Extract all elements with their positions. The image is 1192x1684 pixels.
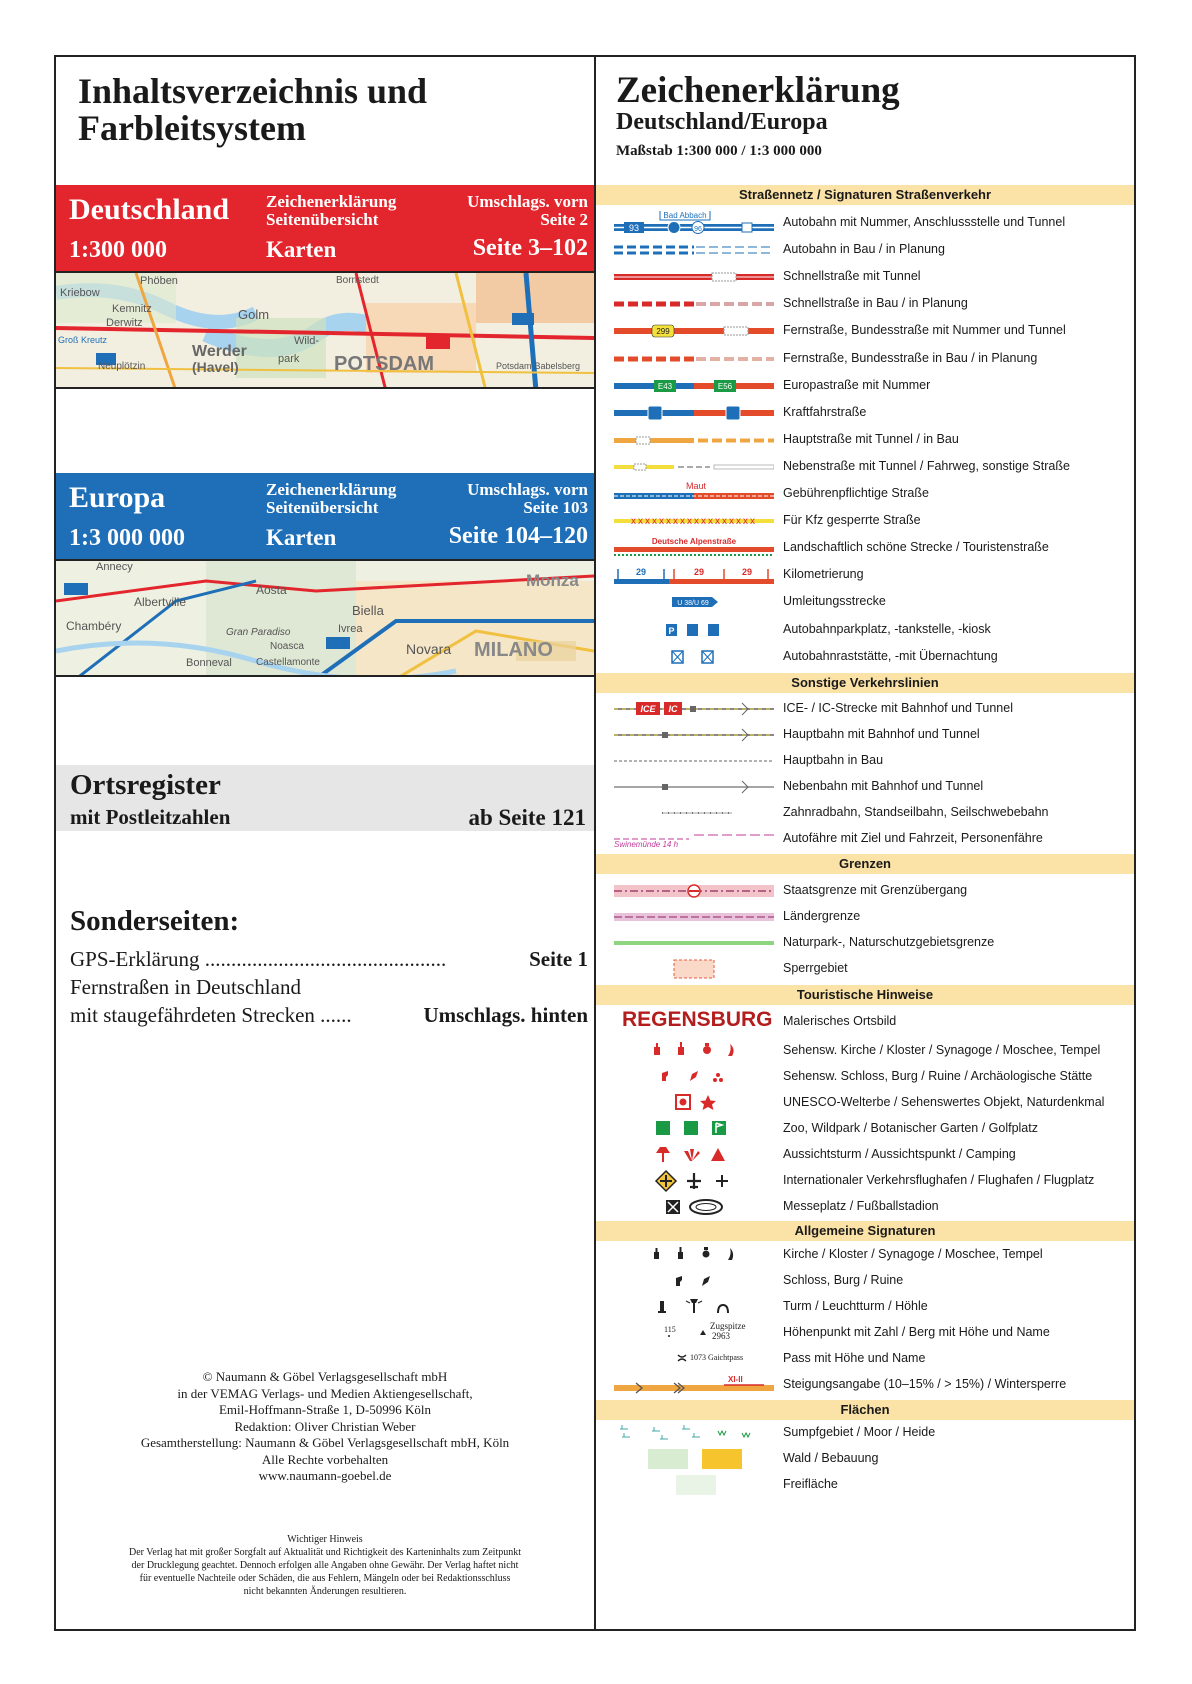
map2-label-5: Ivrea [338, 623, 363, 635]
hoehenpunkt-symbol [614, 1321, 774, 1345]
legend-label: Schnellstraße mit Tunnel [783, 269, 921, 283]
legend-row-hauptstrasse [596, 428, 1134, 452]
legend-row-kraftfahrstrasse [596, 401, 1134, 425]
naturpark-symbol [614, 931, 774, 955]
kilometrierung-symbol [614, 563, 774, 587]
ortsregister-title: Ortsregister [70, 769, 221, 801]
legend-label: UNESCO-Welterbe / Sehenswertes Objekt, Naturdenkmal [783, 1095, 1105, 1109]
legend-row-pass [596, 1347, 1134, 1371]
touristenstrasse-symbol [614, 536, 774, 560]
legend-row-aussicht [596, 1143, 1134, 1167]
fernstrasse-bau-symbol [614, 347, 774, 371]
europa-scale: 1:3 000 000 [69, 525, 185, 551]
legend-label: Schloss, Burg / Ruine [783, 1273, 904, 1287]
legend-row-nebenstrasse [596, 455, 1134, 479]
legend-row-sperrgebiet [596, 957, 1134, 981]
laendergrenze-symbol [614, 905, 774, 929]
europa-legend-ref [266, 481, 396, 517]
wald-symbol [614, 1447, 774, 1471]
legend-row-fernstrasse-bau [596, 347, 1134, 371]
contents-column [56, 57, 594, 1629]
legend-label: Fernstraße, Bundesstraße in Bau / in Planung [783, 351, 1038, 365]
z2963-label: 2963 [712, 1331, 730, 1341]
legend-row-gesperrt [596, 509, 1134, 533]
legend-label: Sehensw. Kirche / Kloster / Synagoge / Moschee, Tempel [783, 1043, 1101, 1057]
sehensw-kirche-icons [614, 1039, 774, 1063]
legend-row-schnellstrasse-bau [596, 292, 1134, 316]
legend-label: Fernstraße, Bundesstraße mit Nummer und Tunnel [783, 323, 1066, 337]
sonderseiten-fernstrassen-row [70, 975, 588, 1000]
nebenbahn-symbol [614, 775, 774, 799]
legend-title: Zeichenerklärung [616, 70, 900, 111]
map1-label-10: Neuplötzin [98, 361, 146, 372]
legend-row-sumpf [596, 1421, 1134, 1445]
flughafen-icons [614, 1169, 774, 1193]
legend-row-europastrasse [596, 374, 1134, 398]
sonderseiten-title: Sonderseiten: [70, 905, 240, 937]
ortsregister-page: ab Seite 121 [468, 805, 586, 830]
legend-label: Europastraße mit Nummer [783, 378, 931, 392]
europa-map-preview [56, 559, 594, 677]
schloss-icons [614, 1269, 774, 1293]
bad-abbach-label: Bad Abbach [663, 211, 707, 220]
e43-label: E43 [657, 382, 673, 391]
section-flaechen: Flächen [596, 1400, 1134, 1420]
ortsregister-subtitle: mit Postleitzahlen [70, 805, 231, 829]
legend-label: Aussichtsturm / Aussichtspunkt / Camping [783, 1147, 1016, 1161]
europa-c3-line2: Seite 103 [523, 498, 588, 517]
legend-label: Kraftfahrstraße [783, 405, 867, 419]
legend-row-ortsbild [596, 1010, 1134, 1034]
legend-row-sehensw-kirche [596, 1039, 1134, 1063]
legend-row-freiflaeche [596, 1473, 1134, 1497]
legend-row-nebenbahn [596, 775, 1134, 799]
legend-label: Turm / Leuchtturm / Höhle [783, 1299, 928, 1313]
map2-label-1: Albertville [134, 595, 187, 609]
hauptbahn-symbol [614, 723, 774, 747]
ortsregister-block[interactable] [56, 765, 594, 831]
deutschland-map-preview [56, 271, 594, 389]
legend-label: Landschaftlich schöne Strecke / Touristenstraße [783, 540, 1049, 554]
legend-row-sehensw-schloss [596, 1065, 1134, 1089]
legend-row-kilometrierung [596, 563, 1134, 587]
freiflaeche-symbol [614, 1473, 774, 1497]
legend-label: Gebührenpflichtige Straße [783, 486, 929, 500]
imprint-line: Emil-Hoffmann-Straße 1, D-50996 Köln [218, 1402, 432, 1417]
contents-title-line2: Farbleitsystem [78, 108, 306, 148]
legend-label: Hauptbahn in Bau [783, 753, 884, 767]
europastrasse-symbol [614, 374, 774, 398]
notice-line: nicht bekannten Änderungen resultieren. [243, 1586, 407, 1597]
map1-label-9: POTSDAM [334, 353, 434, 375]
map1-label-5: (Havel) [192, 359, 239, 375]
regensburg-sample: REGENSBURG [622, 1008, 773, 1031]
legend-scale: Maßstab 1:300 000 / 1:3 000 000 [616, 143, 822, 159]
legend-label: Malerisches Ortsbild [783, 1014, 897, 1028]
legend-row-autobahn-bau [596, 238, 1134, 262]
section-allgemeine-signaturen: Allgemeine Signaturen [596, 1221, 1134, 1241]
map2-label-11: Gran Paradiso [226, 627, 291, 638]
km2-label: 29 [693, 567, 705, 577]
legend-label: Nebenstraße mit Tunnel / Fahrweg, sonstige Straße [783, 459, 1070, 473]
section-grenzen: Grenzen [596, 854, 1134, 874]
legend-label: Messeplatz / Fußballstadion [783, 1199, 939, 1213]
map1-label-0: Kriebow [60, 287, 100, 299]
stau-page: Umschlags. hinten [423, 1003, 588, 1027]
important-notice [70, 1533, 580, 1598]
legend-label: ICE- / IC-Strecke mit Bahnhof und Tunnel [783, 701, 1013, 715]
legend-row-staatsgrenze [596, 879, 1134, 903]
sonderseiten-stau-row[interactable] [70, 1003, 588, 1028]
legend-label: Zahnradbahn, Standseilbahn, Seilschwebebahn [783, 805, 1049, 819]
legend-label: Sumpfgebiet / Moor / Heide [783, 1425, 936, 1439]
fernstrassen-label: Fernstraßen in Deutschland [70, 975, 301, 999]
imprint-line: © Naumann & Göbel Verlagsgesellschaft mbH [202, 1369, 448, 1384]
xi-label: XI-II [728, 1375, 743, 1384]
legend-label: Naturpark-, Naturschutzgebietsgrenze [783, 935, 995, 949]
nebenstrasse-symbol [614, 455, 774, 479]
deutschland-c3-line2: Seite 2 [540, 210, 588, 229]
notice-heading: Wichtiger Hinweis [287, 1534, 363, 1545]
map1-label-13: Potsdam-Babelsberg [496, 361, 581, 371]
legend-row-gebuehr [596, 482, 1134, 506]
deutschland-maps-label: Karten [266, 237, 337, 262]
legend-row-unesco [596, 1091, 1134, 1115]
legend-label: Autobahn mit Nummer, Anschlussstelle und Tunnel [783, 215, 1066, 229]
imprint-line: in der VEMAG Verlags- und Medien Aktiengesellschaft, [177, 1385, 473, 1401]
pass-symbol [614, 1347, 774, 1371]
europa-name: Europa [69, 481, 166, 514]
europa-maps-label: Karten [266, 525, 337, 550]
map1-label-1: Phöben [140, 275, 178, 287]
legend-row-hoehenpunkt [596, 1321, 1134, 1345]
legend-label: Autobahnraststätte, -mit Übernachtung [783, 649, 998, 663]
h115-label: 115 [664, 1325, 676, 1334]
unesco-icons [614, 1091, 774, 1115]
legend-row-laendergrenze [596, 905, 1134, 929]
sehensw-schloss-icons [614, 1065, 774, 1089]
imprint-line: Gesamtherstellung: Naumann & Göbel Verlagsgesellschaft mbH, Köln [140, 1435, 510, 1450]
legend-row-schloss [596, 1269, 1134, 1293]
km3-label: 29 [741, 567, 753, 577]
gesperrt-symbol [614, 509, 774, 533]
sumpf-symbol [614, 1421, 774, 1445]
contents-title-line1: Inhaltsverzeichnis und [78, 71, 428, 111]
legend-row-autobahn [596, 211, 1134, 235]
legend-label: Wald / Bebauung [783, 1451, 879, 1465]
legend-label: Sperrgebiet [783, 961, 848, 975]
legend-row-kirche [596, 1243, 1134, 1267]
faehre-label: Swinemünde 14 h [614, 840, 679, 849]
legend-row-messe [596, 1195, 1134, 1219]
map2-label-10: Castellamonte [256, 657, 320, 668]
map2-label-3: Aosta [256, 583, 287, 597]
legend-row-ice [596, 697, 1134, 721]
europa-maps-pages: Seite 104–120 [448, 523, 588, 549]
map2-label-7: MILANO [474, 639, 553, 661]
legend-row-umleitung [596, 590, 1134, 614]
map1-label-4: Werder [192, 343, 247, 360]
legend-row-flughafen [596, 1169, 1134, 1193]
map2-label-0: Annecy [96, 561, 133, 573]
legend-column [596, 57, 1134, 1629]
legend-row-steigung [596, 1373, 1134, 1397]
map2-label-8: Monza [526, 571, 579, 590]
legend-label: Umleitungsstrecke [783, 594, 886, 608]
schnellstrasse-bau-symbol [614, 292, 774, 316]
gps-label: GPS-Erklärung .............................................. [70, 947, 447, 971]
deutschland-c2-line2: Seitenübersicht [266, 210, 379, 229]
parkplatz-symbol [614, 618, 774, 642]
zoo-icons [614, 1117, 774, 1141]
staatsgrenze-symbol [614, 879, 774, 903]
notice-line: der Drucklegung geachtet. Dennoch erfolgen alle Angaben ohne Gewähr. Der Verlag haftet nicht [131, 1560, 519, 1571]
imprint [56, 1369, 594, 1485]
legend-row-touristenstrasse [596, 536, 1134, 560]
legend-subtitle: Deutschland/Europa [616, 109, 828, 135]
autobahn-symbol [614, 211, 774, 235]
gebuehr-symbol [614, 482, 774, 506]
legend-label: Zoo, Wildpark / Botanischer Garten / Golfplatz [783, 1121, 1038, 1135]
schnellstrasse-symbol [614, 265, 774, 289]
aussicht-icons [614, 1143, 774, 1167]
map2-label-2: Chambéry [66, 619, 122, 633]
deutschland-scale: 1:300 000 [69, 237, 167, 263]
legend-label: Autobahn in Bau / in Planung [783, 242, 945, 256]
legend-label: Kilometrierung [783, 567, 864, 581]
raststaette-symbol [614, 645, 774, 669]
legend-row-wald [596, 1447, 1134, 1471]
umleitung-symbol [614, 590, 774, 614]
legend-label: Kirche / Kloster / Synagoge / Moschee, Tempel [783, 1247, 1043, 1261]
legend-row-zoo [596, 1117, 1134, 1141]
ice-label: ICE [640, 704, 656, 714]
sperrgebiet-symbol [614, 957, 774, 981]
legend-row-faehre [596, 827, 1134, 851]
map1-label-3: Derwitz [106, 317, 143, 329]
gps-page: Seite 1 [529, 947, 588, 971]
legend-label: Autofähre mit Ziel und Fahrzeit, Personenfähre [783, 831, 1043, 845]
legend-row-turm [596, 1295, 1134, 1319]
umleitung-label: U 38/U 69 [677, 600, 709, 607]
imprint-line: Redaktion: Oliver Christian Weber [234, 1418, 416, 1434]
km1-label: 29 [635, 567, 647, 577]
ic-label: IC [668, 704, 678, 714]
map1-label-12: Bornstedt [336, 275, 379, 286]
section-strassennetz: Straßennetz / Signaturen Straßenverkehr [596, 185, 1134, 205]
legend-row-parkplatz [596, 618, 1134, 642]
b299-label: 299 [656, 327, 670, 336]
legend-row-hauptbahn [596, 723, 1134, 747]
legend-label: Autobahnparkplatz, -tankstelle, -kiosk [783, 622, 991, 636]
deutschland-maps-pages: Seite 3–102 [472, 235, 588, 261]
kraftfahrstrasse-symbol [614, 401, 774, 425]
legend-row-schnellstrasse [596, 265, 1134, 289]
legend-label: Hauptstraße mit Tunnel / in Bau [783, 432, 959, 446]
steigung-symbol [614, 1373, 774, 1397]
legend-label: Nebenbahn mit Bahnhof und Tunnel [783, 779, 984, 793]
legend-label: Freifläche [783, 1477, 838, 1491]
hauptstrasse-symbol [614, 428, 774, 452]
imprint-line: Alle Rechte vorbehalten [261, 1451, 389, 1467]
map1-label-2: Kemnitz [112, 303, 152, 315]
deutschland-name: Deutschland [69, 193, 230, 226]
fernstrasse-symbol [614, 319, 774, 343]
map1-label-8: park [278, 353, 300, 365]
legend-label: Höhenpunkt mit Zahl / Berg mit Höhe und Name [783, 1325, 1050, 1339]
zahnradbahn-symbol [614, 801, 774, 825]
map2-label-6: Novara [406, 641, 452, 657]
section-touristische-hinweise: Touristische Hinweise [596, 985, 1134, 1005]
deutschland-c3-line1: Umschlags. vorn [467, 192, 588, 211]
svg-text:xxxxxxxxxxxxxxxxxx: xxxxxxxxxxxxxxxxxx [631, 516, 757, 527]
contents-title [78, 73, 427, 147]
deutschland-c2-line1: Zeichenerklärung [266, 192, 397, 211]
europa-c2-line1: Zeichenerklärung [266, 480, 397, 499]
legend-row-naturpark [596, 931, 1134, 955]
legend-label: Sehensw. Schloss, Burg / Ruine / Archäologische Stätte [783, 1069, 1093, 1083]
europa-c2-line2: Seitenübersicht [266, 498, 379, 517]
a93-label: 93 [628, 223, 640, 233]
legend-label: Schnellstraße in Bau / in Planung [783, 296, 968, 310]
legend-label: Staatsgrenze mit Grenzübergang [783, 883, 968, 897]
map2-label-12: Noasca [270, 641, 304, 652]
svg-text:P: P [668, 626, 675, 636]
deutschland-band[interactable] [56, 185, 594, 271]
map1-label-6: Golm [238, 307, 270, 322]
legend-row-zahnradbahn [596, 801, 1134, 825]
legend-label: Steigungsangabe (10–15% / > 15%) / Wintersperre [783, 1377, 1067, 1391]
kirche-icons [614, 1243, 774, 1267]
messe-icons [614, 1195, 774, 1219]
legend-row-raststaette [596, 645, 1134, 669]
legend-row-hauptbahn-bau [596, 749, 1134, 773]
map2-label-9: Bonneval [186, 657, 232, 669]
sonderseiten-gps-row[interactable] [70, 947, 588, 972]
faehre-symbol [614, 827, 774, 851]
map1-label-7: Wild- [294, 335, 320, 347]
turm-icons [614, 1295, 774, 1319]
a96-label: 96 [694, 226, 702, 233]
alpenstrasse-label: Deutsche Alpenstraße [651, 537, 737, 546]
legend-label: Internationaler Verkehrsflughafen / Flughafen / Flugplatz [783, 1173, 1095, 1187]
legend-label: Pass mit Höhe und Name [783, 1351, 926, 1365]
map1-label-11: Groß Kreutz [58, 335, 108, 345]
notice-line: Der Verlag hat mit großer Sorgfalt auf Aktualität und Richtigkeit des Karteninhalts zum Zeitpunkt [128, 1547, 522, 1558]
europa-band[interactable] [56, 473, 594, 559]
notice-line: für eventuelle Nachteile oder Schäden, die aus Fehlern, Mängeln oder bei Redaktionsschluss [139, 1573, 511, 1584]
europa-legend-page [467, 481, 588, 517]
pass-label: 1073 Gaichtpass [690, 1353, 744, 1362]
imprint-website[interactable]: www.naumann-goebel.de [258, 1468, 392, 1483]
map2-label-4: Biella [352, 603, 384, 618]
deutschland-legend-ref [266, 193, 396, 229]
autobahn-bau-symbol [614, 238, 774, 262]
stau-label: mit staugefährdeten Strecken ...... [70, 1003, 352, 1027]
legend-label: Ländergrenze [783, 909, 861, 923]
zugspitze-label: Zugspitze [710, 1321, 746, 1331]
e56-label: E56 [717, 382, 733, 391]
deutschland-legend-page [467, 193, 588, 229]
europa-c3-line1: Umschlags. vorn [467, 480, 588, 499]
ice-symbol [614, 697, 774, 721]
hauptbahn-bau-symbol [614, 749, 774, 773]
legend-row-fernstrasse [596, 319, 1134, 343]
section-verkehrslinien: Sonstige Verkehrslinien [596, 673, 1134, 693]
legend-label: Für Kfz gesperrte Straße [783, 513, 921, 527]
maut-label: Maut [685, 482, 707, 491]
legend-label: Hauptbahn mit Bahnhof und Tunnel [783, 727, 980, 741]
